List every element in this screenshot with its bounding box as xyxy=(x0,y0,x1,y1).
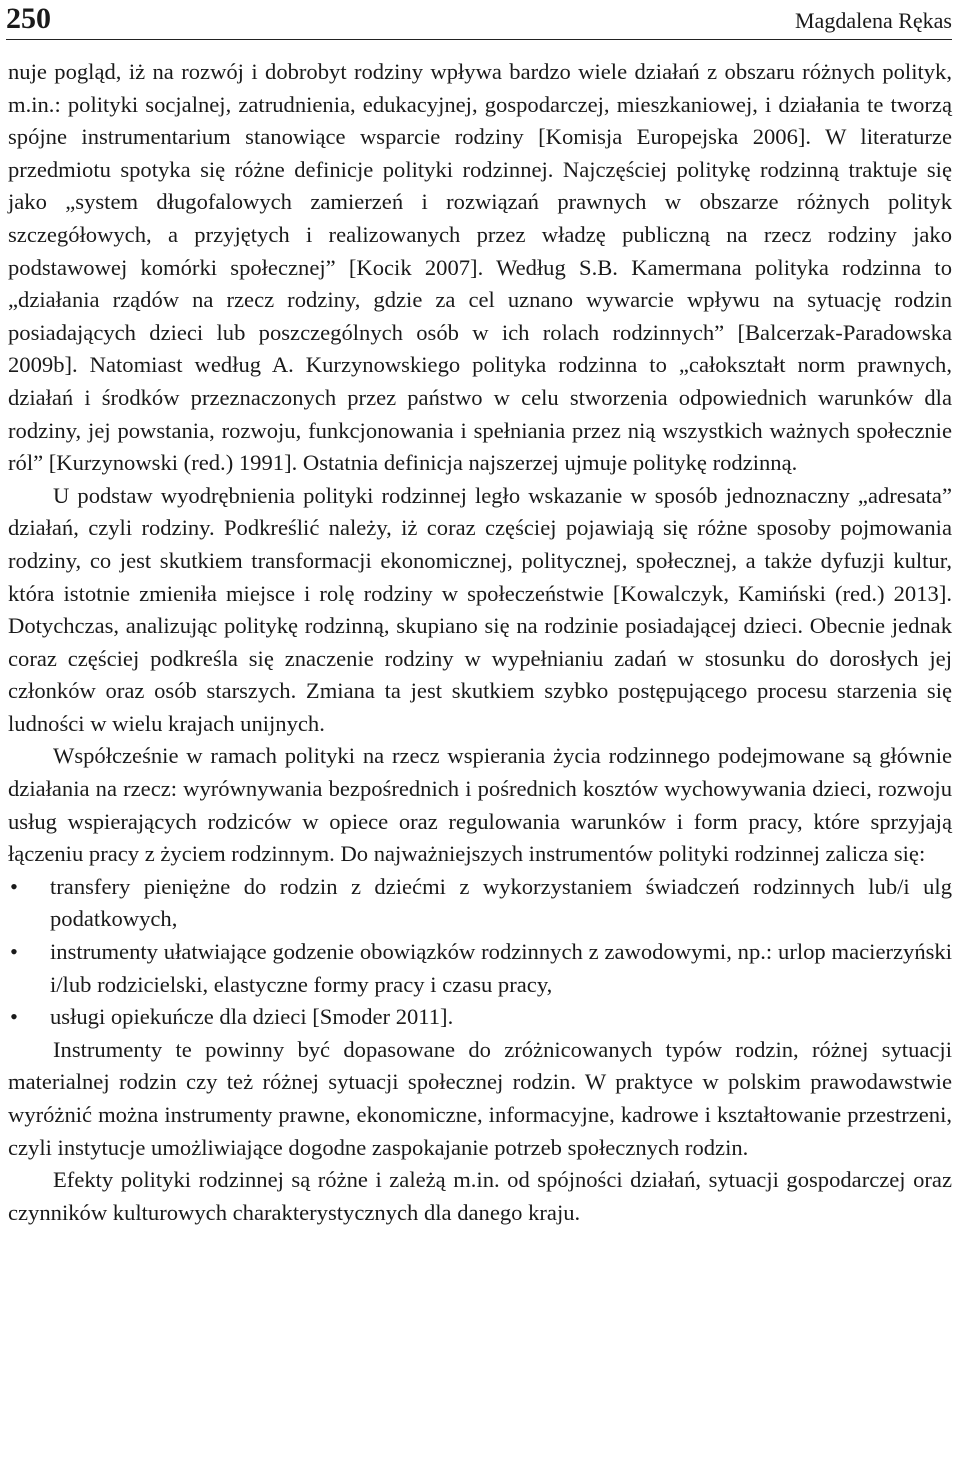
paragraph: Efekty polityki rodzinnej są różne i zależą m.in. od spójności działań, sytuacji gospodarczej oraz czynników kulturowych charakterystycznych dla danego kraju. xyxy=(8,1167,952,1225)
bullet-icon: • xyxy=(10,1004,18,1030)
page-number: 250 xyxy=(6,2,51,35)
bullet-icon: • xyxy=(10,873,18,899)
list-item-text: transfery pieniężne do rodzin z dziećmi z wykorzystaniem świadczeń rodzinnych lub/i ulg podatkowych, xyxy=(50,873,952,932)
instrument-list xyxy=(8,871,952,1034)
header-rule xyxy=(6,39,952,40)
page-header xyxy=(6,2,952,36)
paragraph: U podstaw wyodrębnienia polityki rodzinnej legło wskazanie w sposób jednoznaczny „adresata” działań, czyli rodziny. Podkreślić należy, iż coraz częściej pojawiają się różne sposoby pojmowania rodziny, co jest skutkiem transformacji ekonomicznej, politycznej, społecznej, a także dyfuzji kultur, która istotnie zmieniła miejsce i rolę rodziny w społeczeństwie [Kowalczyk, Kamiński (red.) 2013]. Dotychczas, analizując politykę rodzinną, skupiano się na rodzinie posiadającej dzieci. Obecnie jednak coraz częściej podkreśla się znaczenie rodziny w wypełnianiu zadań w stosunku do dorosłych jej członków oraz osób starszych. Zmiana ta jest skutkiem szybko postępującego procesu starzenia się ludności w wielu krajach unijnych. xyxy=(8,482,952,736)
running-head-author: Magdalena Rękas xyxy=(795,8,952,33)
paragraph: Instrumenty te powinny być dopasowane do zróżnicowanych typów rodzin, różnej sytuacji materialnej rodzin czy też różnej sytuacji społecznej rodzin. W praktyce w polskim prawodawstwie wyróżnić można instrumenty prawne, ekonomiczne, informacyjne, kadrowe i kształtowanie przestrzeni, czyli instytucje umożliwiające dogodne zaspokajanie potrzeb społecznych rodzin. xyxy=(8,1036,952,1160)
body-text xyxy=(8,56,952,1229)
list-item xyxy=(8,871,952,936)
paragraph: Współcześnie w ramach polityki na rzecz wspierania życia rodzinnego podejmowane są głównie działania na rzecz: wyrównywania bezpośrednich i pośrednich kosztów wychowywania dzieci, rozwoju usług wspierających rodziców w opiece oraz regulowania warunków i form pracy, które sprzyjają łączeniu pracy z życiem rodzinnym. Do najważniejszych instrumentów polityki rodzinnej zalicza się: xyxy=(8,743,952,867)
paragraph-continued: nuje pogląd, iż na rozwój i dobrobyt rodziny wpływa bardzo wiele działań z obszaru różnych polityk, m.in.: polityki socjalnej, zatrudnienia, edukacyjnej, gospodarczej, mieszkaniowej, i działania te tworzą spójne instrumentarium stanowiące wsparcie rodziny [Komisja Europejska 2006]. W literaturze przedmiotu spotyka się różne definicje polityki rodzinnej. Najczęściej politykę rodzinną traktuje się jako „system długofalowych zamierzeń i rozwiązań prawnych w obszarze różnych polityk szczegółowych, a przyjętych i realizowanych przez władzę publiczną na rzecz rodziny jako podstawowej komórki społecznej” [Kocik 2007]. Według S.B. Kamermana polityka rodzinna to „działania rządów na rzecz rodziny, gdzie za cel uznano wywarcie wpływu na sytuację rodzin posiadających dzieci lub poszczególnych osób w ich rolach rodzinnych” [Balcerzak-Paradowska 2009b]. Natomiast według A. Kurzynowskiego polityka rodzinna to „całokształt norm prawnych, działań i środków przeznaczonych przez państwo w celu stworzenia odpowiednich warunków dla rodziny, jej powstania, rozwoju, funkcjonowania i spełniania przez nią wszystkich ważnych społecznie ról” [Kurzynowski (red.) 1991]. Ostatnia definicja najszerzej ujmuje politykę rodzinną. xyxy=(8,59,952,476)
bullet-icon: • xyxy=(10,939,18,965)
list-item-text: instrumenty ułatwiające godzenie obowiązków rodzinnych z zawodowymi, np.: urlop macierzyński i/lub rodzicielski, elastyczne formy pracy i czasu pracy, xyxy=(50,939,952,997)
list-item-text: usługi opiekuńcze dla dzieci [Smoder 2011]. xyxy=(50,1004,454,1030)
list-item xyxy=(8,936,952,1001)
list-item xyxy=(8,1001,952,1034)
